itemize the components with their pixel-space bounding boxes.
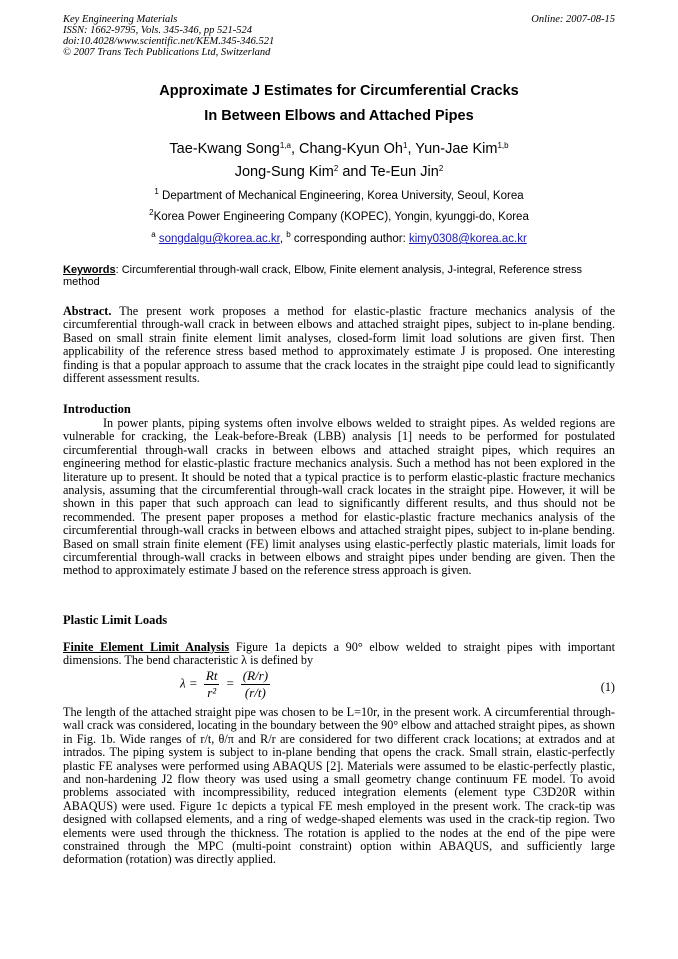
authors-line2: Jong-Sung Kim$^2$ and Te-Eun Jin$^2$ — [234, 164, 444, 180]
paper-title-line1: Approximate J Estimates for Circumferential Cracks — [159, 83, 519, 99]
plastic-p1-text: Figure 1a depicts a 90° elbow welded to straight pipes with important dimensions. The bend characteristic λ is defined by — [63, 640, 615, 668]
plastic-paragraph-1 — [63, 641, 615, 668]
equation-number: (1) — [600, 680, 615, 694]
fe-limit-analysis-subheading: Finite Element Limit Analysis — [63, 640, 230, 654]
emails: $^a$ songdalgu@korea.ac.kr, $^b$ corresponding author: kimy0308@korea.ac.kr — [151, 230, 527, 245]
running-header — [63, 14, 615, 58]
keywords-label: Keywords — [63, 264, 116, 276]
abstract-label: Abstract. — [63, 304, 112, 318]
journal-name: Key Engineering Materials — [63, 14, 178, 25]
section-heading-plastic: Plastic Limit Loads — [63, 613, 168, 627]
introduction-heading: Introduction — [63, 402, 131, 416]
doi: doi:10.4028/www.scientific.net/KEM.345-346.521 — [63, 36, 275, 47]
email-link-b[interactable]: kimy0308@korea.ac.kr — [409, 233, 527, 245]
introduction-text: In power plants, piping systems often involve elbows welded to straight pipes. As welded regions are vulnerable for cracking, the Leak-before-Break (LBB) analysis [1] needs to be performed for postulated circumferential through-wall cracks in between elbows and attached straight pipes, which requires an engineering method for elastic-plastic fracture mechanics analysis. Such a method has not been explored in the literature up to present. It should be noted that a typical practice is to perform elastic-plastic fracture mechanics analysis, assuming that the circumferential through-wall crack locates in the straight pipe. However, it will be shown in this paper that such approach can lead to significantly different results, and thus should not be recommended. The present paper proposes a method for elastic-plastic fracture mechanics analysis of the circumferential through-wall cracks in between elbows and attached straight pipes, subject to in-plane bending. Based on small strain finite element (FE) limit analyses using elastic-perfectly plastic materials, limit loads for circumferential through-wall cracks in between elbows and straight pipes under bending are given. Then the method to approximately estimate J based on the reference stress approach is given. — [63, 416, 615, 578]
paper-title-line2: In Between Elbows and Attached Pipes — [204, 108, 474, 124]
email-link-a[interactable]: songdalgu@korea.ac.kr — [158, 233, 280, 245]
keywords-text: : Circumferential through-wall crack, Elbow, Finite element analysis, J-integral, Reference stress method — [63, 264, 583, 288]
equation-1: λ = $\frac{Rt}{\text{r²}}$ = $\frac{(R/r)}{(r/t)}$ — [180, 668, 269, 700]
abstract-text: The present work proposes a method for elastic-plastic fracture mechanics analysis of the circumferential through-wall crack in between elbows and attached straight pipes, subject to in-plane bending. Based on small strain finite element limit analyses, closed-form limit load solutions are given first. Then applicability of the reference stress based method to approximately estimate J is proposed. One interesting finding is that a popular approach to assume that the crack locates in the straight pipe could lead to significantly different assessment results. — [63, 304, 615, 386]
abstract — [63, 305, 615, 385]
keywords — [63, 264, 615, 288]
affiliation-2: $^2$Korea Power Engineering Company (KOPEC), Yongin, kyunggi-do, Korea — [149, 208, 529, 223]
online-date: Online: 2007-08-15 — [531, 14, 615, 25]
plastic-paragraph-2: The length of the attached straight pipe was chosen to be L=10r, in the present work. A circumferential through-wall crack was considered, locating in the boundary between the 90° elbow and attached straight pipes, as shown in Fig. 1b. Wide ranges of r/t, θ/π and R/r are considered for two different crack locations; at extrados and at intrados. The piping system is subject to in-plane bending that opens the crack. Small strain, elastic-perfectly plastic FE analyses were performed using ABAQUS [2]. Materials were assumed to be elastic-perfectly plastic, and non-hardening J2 flow theory was used using a small geometry change continuum FE model. To avoid problems associated with incompressibility, reduced integration elements (element type C3D20R within ABAQUS) were used. Figure 1c depicts a typical FE mesh employed in the present work. The crack-tip was designed with collapsed elements, and a ring of wedge-shaped elements was used in the crack-tip region. Two elements were used through the thickness. The rotation is applied to the nodes at the end of the pipe were constrained through the MPC (multi-point constraint) option within ABAQUS, and sufficiently large deformation (rotation) was directly applied. — [63, 705, 615, 867]
authors-line1: Tae-Kwang Song$^{1,a}$, Chang-Kyun Oh$^1$, Yun-Jae Kim$^{1,b}$ — [169, 141, 509, 157]
issn: ISSN: 1662-9795, Vols. 345-346, pp 521-524 — [63, 25, 252, 36]
affiliation-1: $^1$ Department of Mechanical Engineering, Korea University, Seoul, Korea — [154, 187, 524, 202]
copyright: © 2007 Trans Tech Publications Ltd, Switzerland — [63, 47, 271, 58]
